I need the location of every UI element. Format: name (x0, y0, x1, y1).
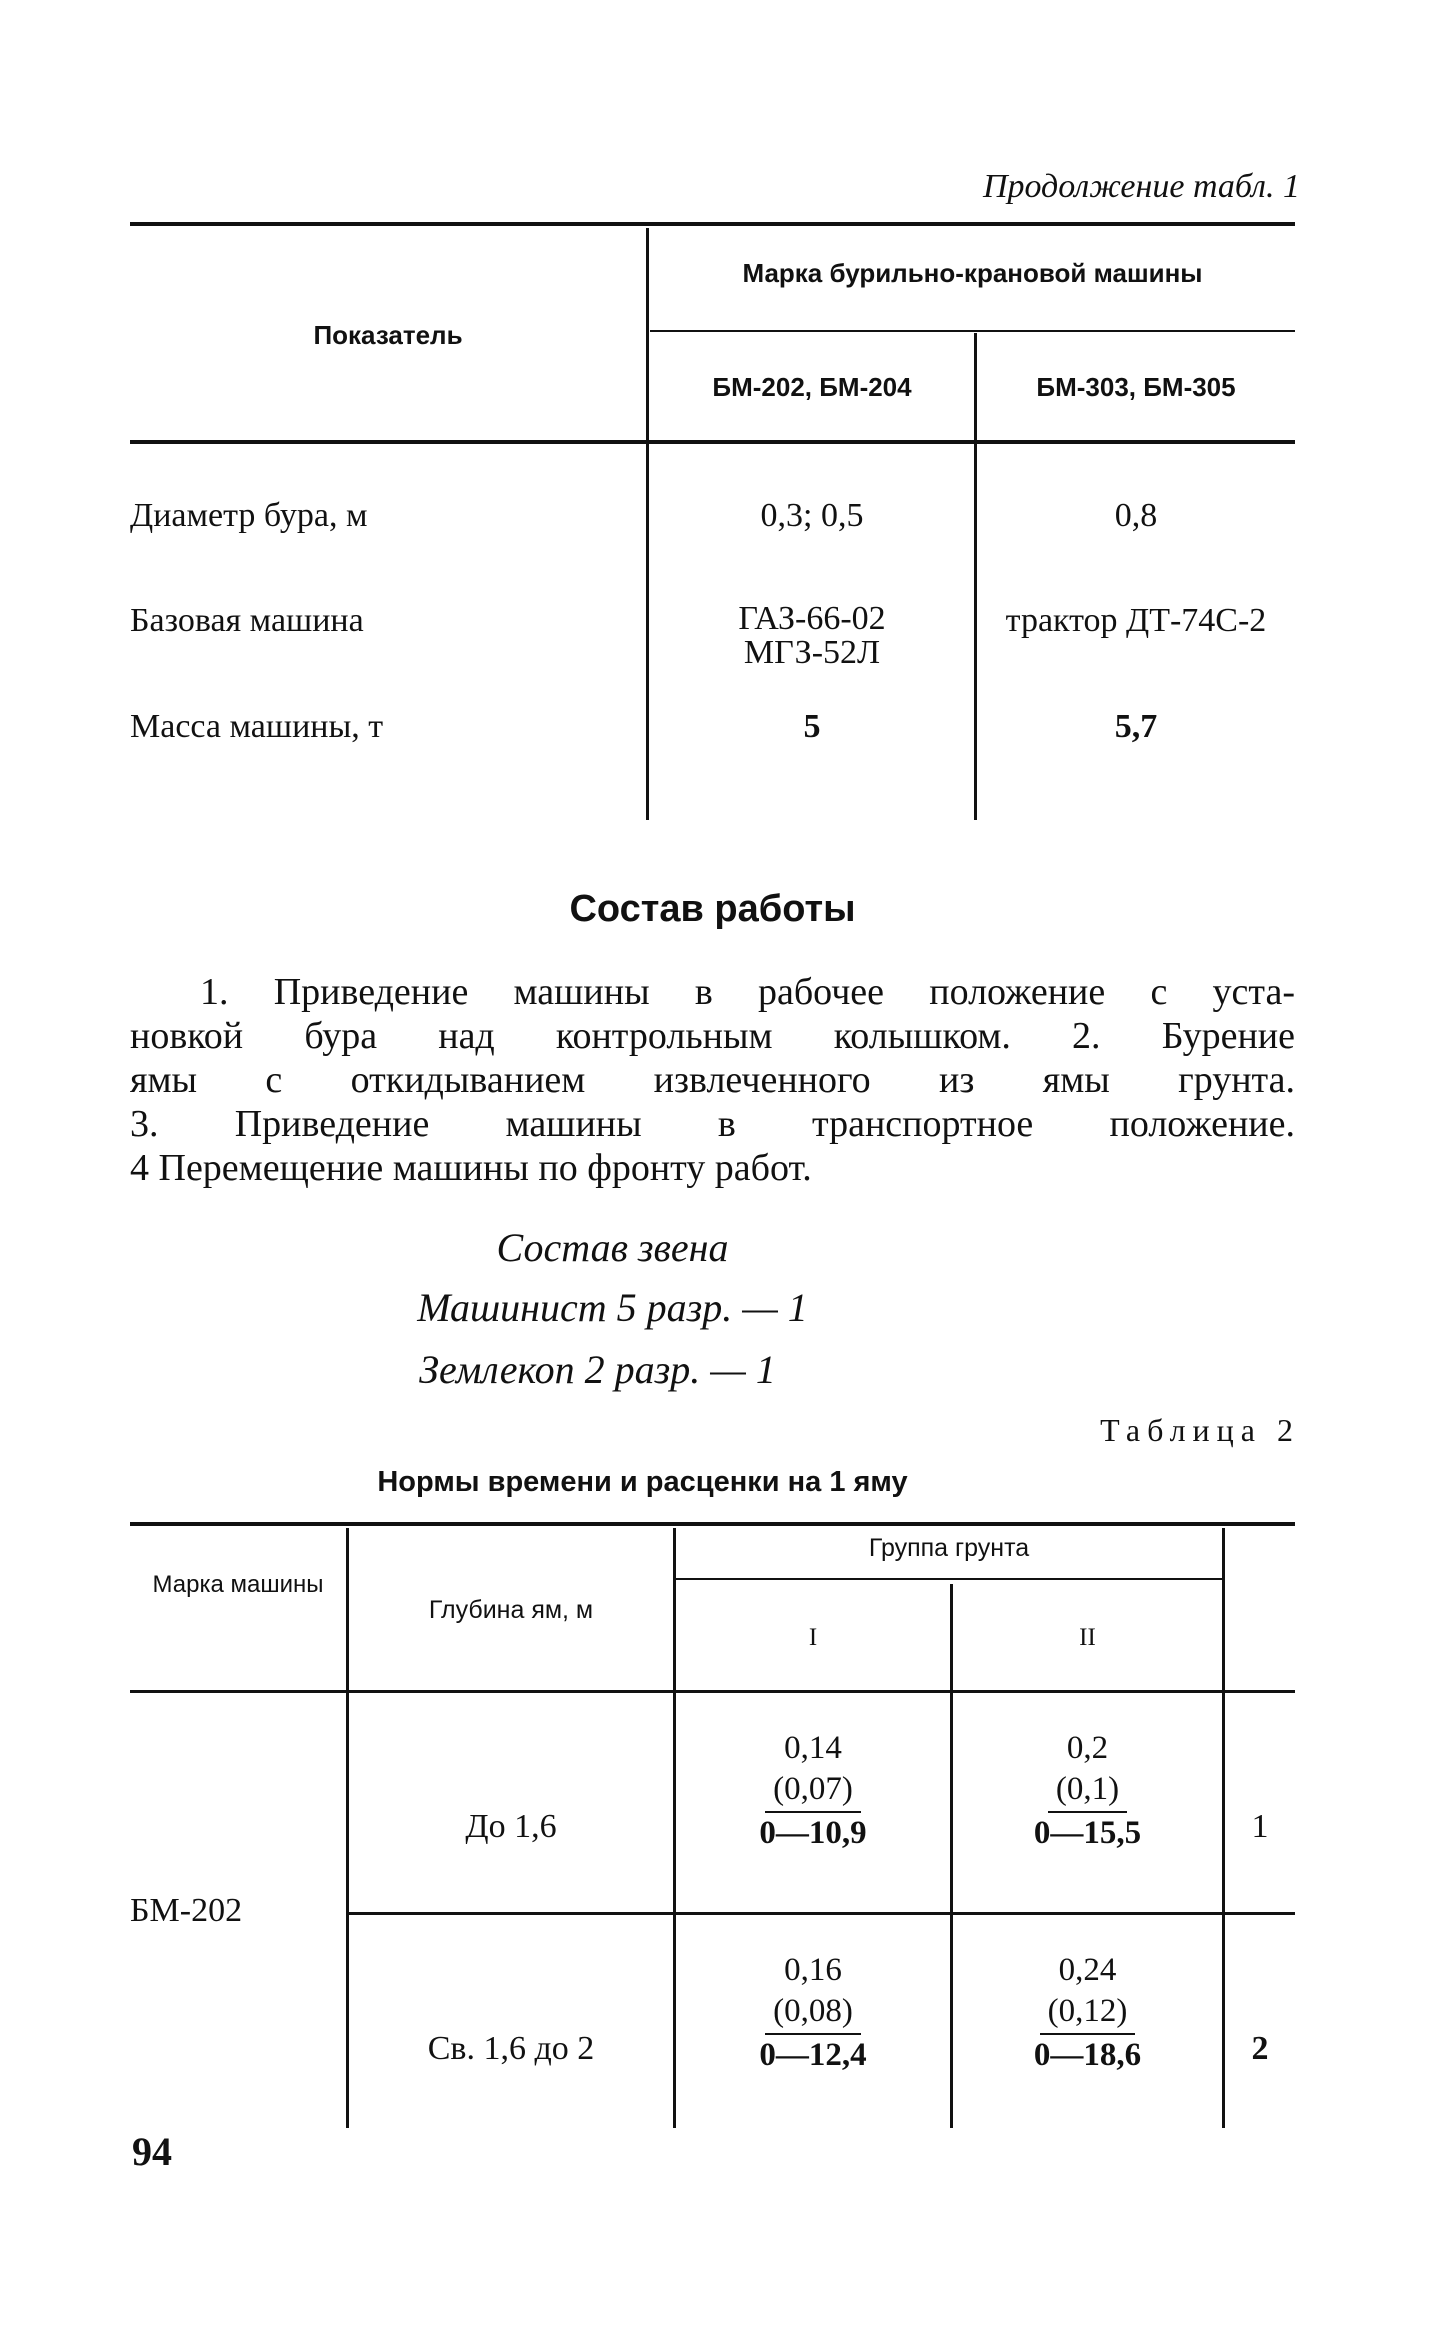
crew-member: Землекоп 2 разр. — 1 (419, 1347, 776, 1392)
price-value: 0—18,6 (1033, 2036, 1142, 2073)
table2-header-depth: Глубина ям, м (428, 1596, 594, 1624)
table2-norm-cell (676, 1728, 950, 1854)
table1-row-label: Масса машины, т (130, 708, 384, 745)
table2-norm-cell (953, 1728, 1222, 1854)
table2-row-number: 1 (1251, 1808, 1269, 1845)
norm-paren-value: (0,1) (1048, 1769, 1127, 1812)
table1-cell-line: МГЗ-52Л (743, 634, 881, 671)
table2-label: Таблица 2 (1100, 1412, 1300, 1448)
table2-header-group: Группа грунта (868, 1534, 1030, 1562)
table1-cell: 5,7 (1114, 708, 1158, 745)
table1-cell: 0,8 (1114, 497, 1158, 534)
table1-row-label: Диаметр бура, м (130, 497, 368, 534)
work-line: 3. Приведение машины в транспортное положение. (130, 1103, 1295, 1145)
work-line: 4 Перемещение машины по фронту работ. (130, 1147, 812, 1189)
table2-title: Нормы времени и расценки на 1 яму (377, 1466, 908, 1498)
section-title: Состав работы (569, 888, 856, 930)
table2-row-rule (348, 1912, 1295, 1915)
continuation-label: Продолжение табл. 1 (982, 168, 1300, 205)
table1-header-col2: БМ-303, БМ-305 (1036, 372, 1236, 402)
norm-paren-value: (0,08) (765, 1991, 861, 2034)
table1-cell-line: ГАЗ-66-02 (738, 600, 886, 637)
table2-header-rule (130, 1690, 1295, 1693)
price-value: 0—12,4 (759, 2036, 867, 2073)
price-value: 0—10,9 (759, 1814, 867, 1851)
norm-value: 0,16 (784, 1952, 842, 1988)
table1-row-label: Базовая машина (130, 602, 364, 639)
table2-header-g1: I (808, 1624, 818, 1651)
table1-divider-1 (646, 228, 649, 820)
table1-divider-2 (974, 333, 977, 820)
table2-group-rule (676, 1578, 1222, 1580)
norm-paren-value: (0,12) (1040, 1991, 1136, 2034)
norm-paren-value: (0,07) (765, 1769, 861, 1812)
price-value: 0—15,5 (1033, 1814, 1142, 1851)
table1-header-col1: БМ-202, БМ-204 (712, 372, 912, 402)
work-description (130, 970, 1295, 1190)
table2-top-rule (130, 1522, 1295, 1526)
table1-header-group: Марка бурильно-крановой машины (742, 258, 1203, 288)
table2-header-machine: Марка машины (152, 1571, 324, 1598)
table1-cell: трактор ДТ-74С-2 (1005, 602, 1267, 639)
table1-header-indicator: Показатель (313, 320, 463, 350)
table1-header-rule (130, 440, 1295, 444)
norm-value: 0,24 (1058, 1952, 1117, 1988)
work-line: новкой бура над контрольным колышком. 2. Бурение (130, 1015, 1295, 1057)
crew-title: Состав звена (496, 1225, 729, 1270)
norm-value: 0,2 (1066, 1730, 1109, 1766)
table1-group-rule (650, 330, 1295, 332)
table2-depth: До 1,6 (465, 1808, 557, 1845)
work-line: 1. Приведение машины в рабочее положение с уста- (200, 971, 1295, 1013)
table1-cell (650, 602, 974, 670)
work-line: ямы с откидыванием извлеченного из ямы грунта. (130, 1059, 1295, 1101)
table2-depth: Св. 1,6 до 2 (427, 2030, 595, 2067)
table2-norm-cell (953, 1950, 1222, 2076)
table1-cell: 0,3; 0,5 (760, 497, 864, 534)
norm-value: 0,14 (784, 1730, 842, 1766)
table2-norm-cell (676, 1950, 950, 2076)
table2-row-number: 2 (1251, 2030, 1269, 2067)
page-number: 94 (132, 2129, 172, 2174)
crew-member: Машинист 5 разр. — 1 (417, 1285, 808, 1330)
table1-cell: 5 (803, 708, 821, 745)
table2-machine: БМ-202 (130, 1892, 243, 1929)
table1-top-rule (130, 222, 1295, 226)
table2-header-g2: II (1079, 1624, 1096, 1651)
